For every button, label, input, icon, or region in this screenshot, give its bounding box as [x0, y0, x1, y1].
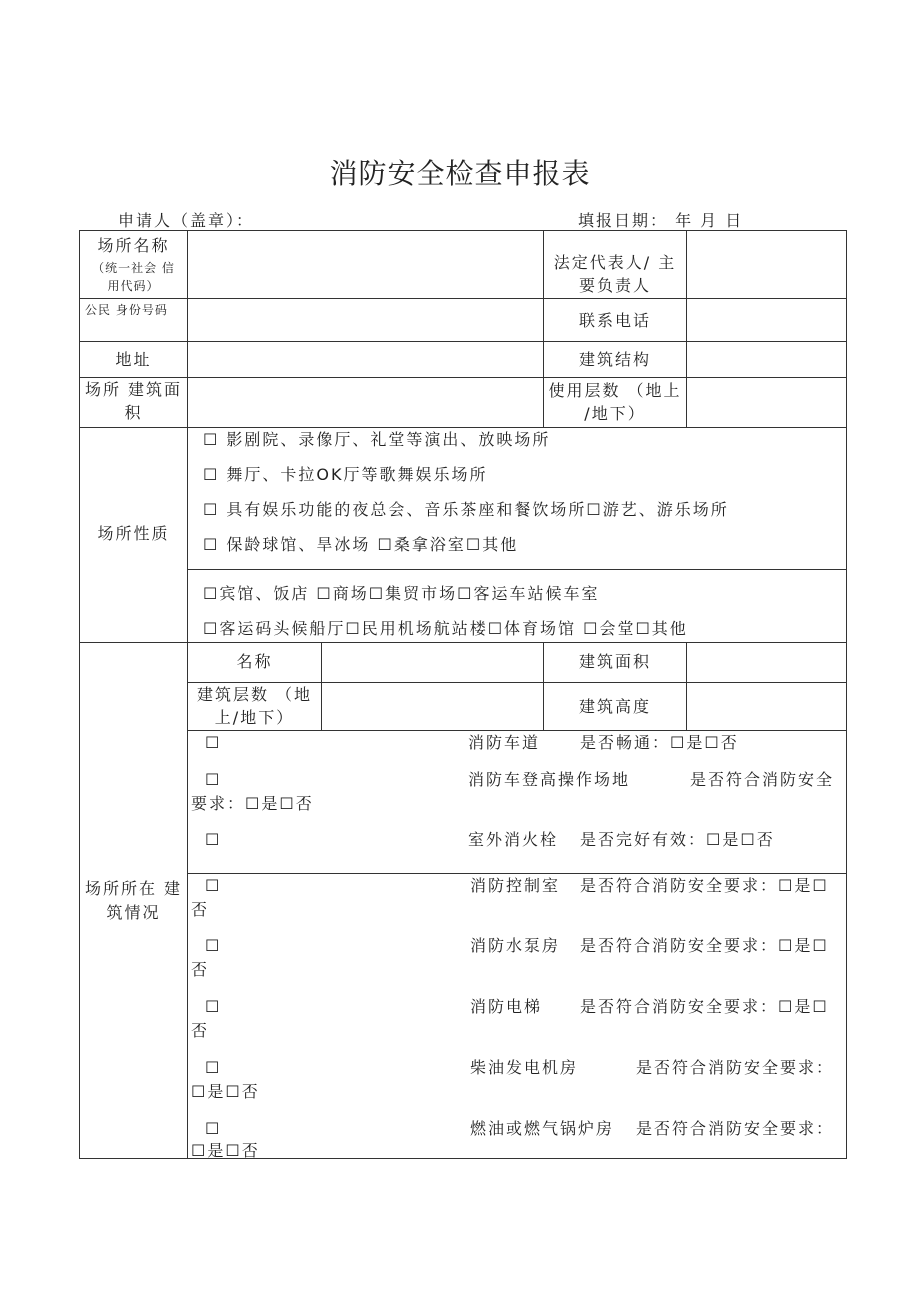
- facility-question-wrap[interactable]: ☐是☐否: [191, 1141, 260, 1160]
- checkbox[interactable]: ☐: [205, 876, 220, 895]
- applicant-label: 申请人（盖章）：: [118, 211, 255, 230]
- checkbox[interactable]: ☐: [205, 936, 220, 955]
- facility-question[interactable]: 是否符合消防安全要求：☐是☐: [580, 997, 829, 1016]
- facility-question-wrap[interactable]: 否: [191, 1021, 210, 1040]
- venue-name-note: （统一社会 信: [92, 261, 175, 275]
- area-label: 场所 建筑面: [84, 380, 183, 399]
- nature-option[interactable]: ☐ 舞厅、卡拉OK厅等歌舞娱乐场所: [203, 465, 488, 484]
- checkbox[interactable]: ☐: [205, 1058, 220, 1077]
- facility-question[interactable]: 是否符合消防安全: [690, 770, 835, 789]
- phone-label: 联系电话: [578, 311, 651, 330]
- checkbox[interactable]: ☐: [205, 1119, 220, 1138]
- facility-question[interactable]: 是否符合消防安全要求：☐是☐: [580, 876, 829, 895]
- facility-question-wrap[interactable]: 否: [191, 900, 210, 919]
- facility-question[interactable]: 是否完好有效：☐是☐否: [580, 830, 775, 849]
- facility-question-wrap[interactable]: ☐是☐否: [191, 1082, 260, 1101]
- checkbox[interactable]: ☐: [205, 830, 220, 849]
- facility-name: 柴油发电机房: [470, 1058, 579, 1077]
- building-name-label: 名称: [236, 652, 273, 671]
- legal-rep-label: 法定代表人/ 主: [553, 253, 677, 272]
- facility-question[interactable]: 是否符合消防安全要求：: [636, 1119, 835, 1138]
- building-label: 场所所在 建: [84, 879, 183, 898]
- citizen-id-label: 公民 身份号码: [85, 303, 168, 317]
- facility-name: 室外消火栓: [468, 830, 559, 849]
- building-floors-label: 建筑层数 （地: [196, 685, 313, 704]
- nature-option[interactable]: ☐ 具有娱乐功能的夜总会、音乐茶座和餐饮场所☐游艺、游乐场所: [203, 500, 729, 519]
- building-label-2: 筑情况: [106, 903, 161, 922]
- facility-name: 消防水泵房: [470, 936, 561, 955]
- address-label: 地址: [115, 350, 152, 369]
- building-floors-label-2: 上/地下）: [214, 708, 295, 727]
- venue-nature-label: 场所性质: [97, 524, 170, 543]
- building-height-label: 建筑高度: [578, 697, 651, 716]
- date-label: 填报日期： 年 月 日: [578, 211, 744, 230]
- facility-question-wrap[interactable]: 否: [191, 960, 210, 979]
- nature-option[interactable]: ☐宾馆、饭店 ☐商场☐集贸市场☐客运车站候车室: [203, 584, 600, 603]
- checkbox[interactable]: ☐: [205, 997, 220, 1016]
- checkbox[interactable]: ☐: [205, 733, 220, 752]
- facility-name: 消防电梯: [470, 997, 543, 1016]
- facility-name: 燃油或燃气锅炉房: [470, 1119, 615, 1138]
- facility-question[interactable]: 是否畅通：☐是☐否: [580, 733, 739, 752]
- legal-rep-label-2: 要负责人: [578, 276, 651, 295]
- building-area-label: 建筑面积: [578, 652, 651, 671]
- nature-option[interactable]: ☐ 影剧院、录像厅、礼堂等演出、放映场所: [203, 430, 551, 449]
- structure-label: 建筑结构: [578, 350, 651, 369]
- facility-question-wrap[interactable]: 要求：☐是☐否: [191, 794, 314, 813]
- nature-option[interactable]: ☐客运码头候船厅☐民用机场航站楼☐体育场馆 ☐会堂☐其他: [203, 619, 688, 638]
- floors-label: 使用层数 （地上: [548, 381, 682, 400]
- checkbox[interactable]: ☐: [205, 770, 220, 789]
- facility-question[interactable]: 是否符合消防安全要求：: [636, 1058, 835, 1077]
- floors-label-2: /地下）: [584, 404, 646, 423]
- venue-name-label: 场所名称: [97, 236, 170, 255]
- venue-name-note2: 用代码）: [107, 279, 160, 293]
- facility-name: 消防车登高操作场地: [468, 770, 631, 789]
- area-label-2: 积: [124, 403, 143, 422]
- facility-question[interactable]: 是否符合消防安全要求：☐是☐: [580, 936, 829, 955]
- nature-option[interactable]: ☐ 保龄球馆、旱冰场 ☐桑拿浴室☐其他: [203, 535, 519, 554]
- facility-name: 消防控制室: [470, 876, 561, 895]
- facility-name: 消防车道: [468, 733, 541, 752]
- page-title: 消防安全检查申报表: [329, 157, 591, 190]
